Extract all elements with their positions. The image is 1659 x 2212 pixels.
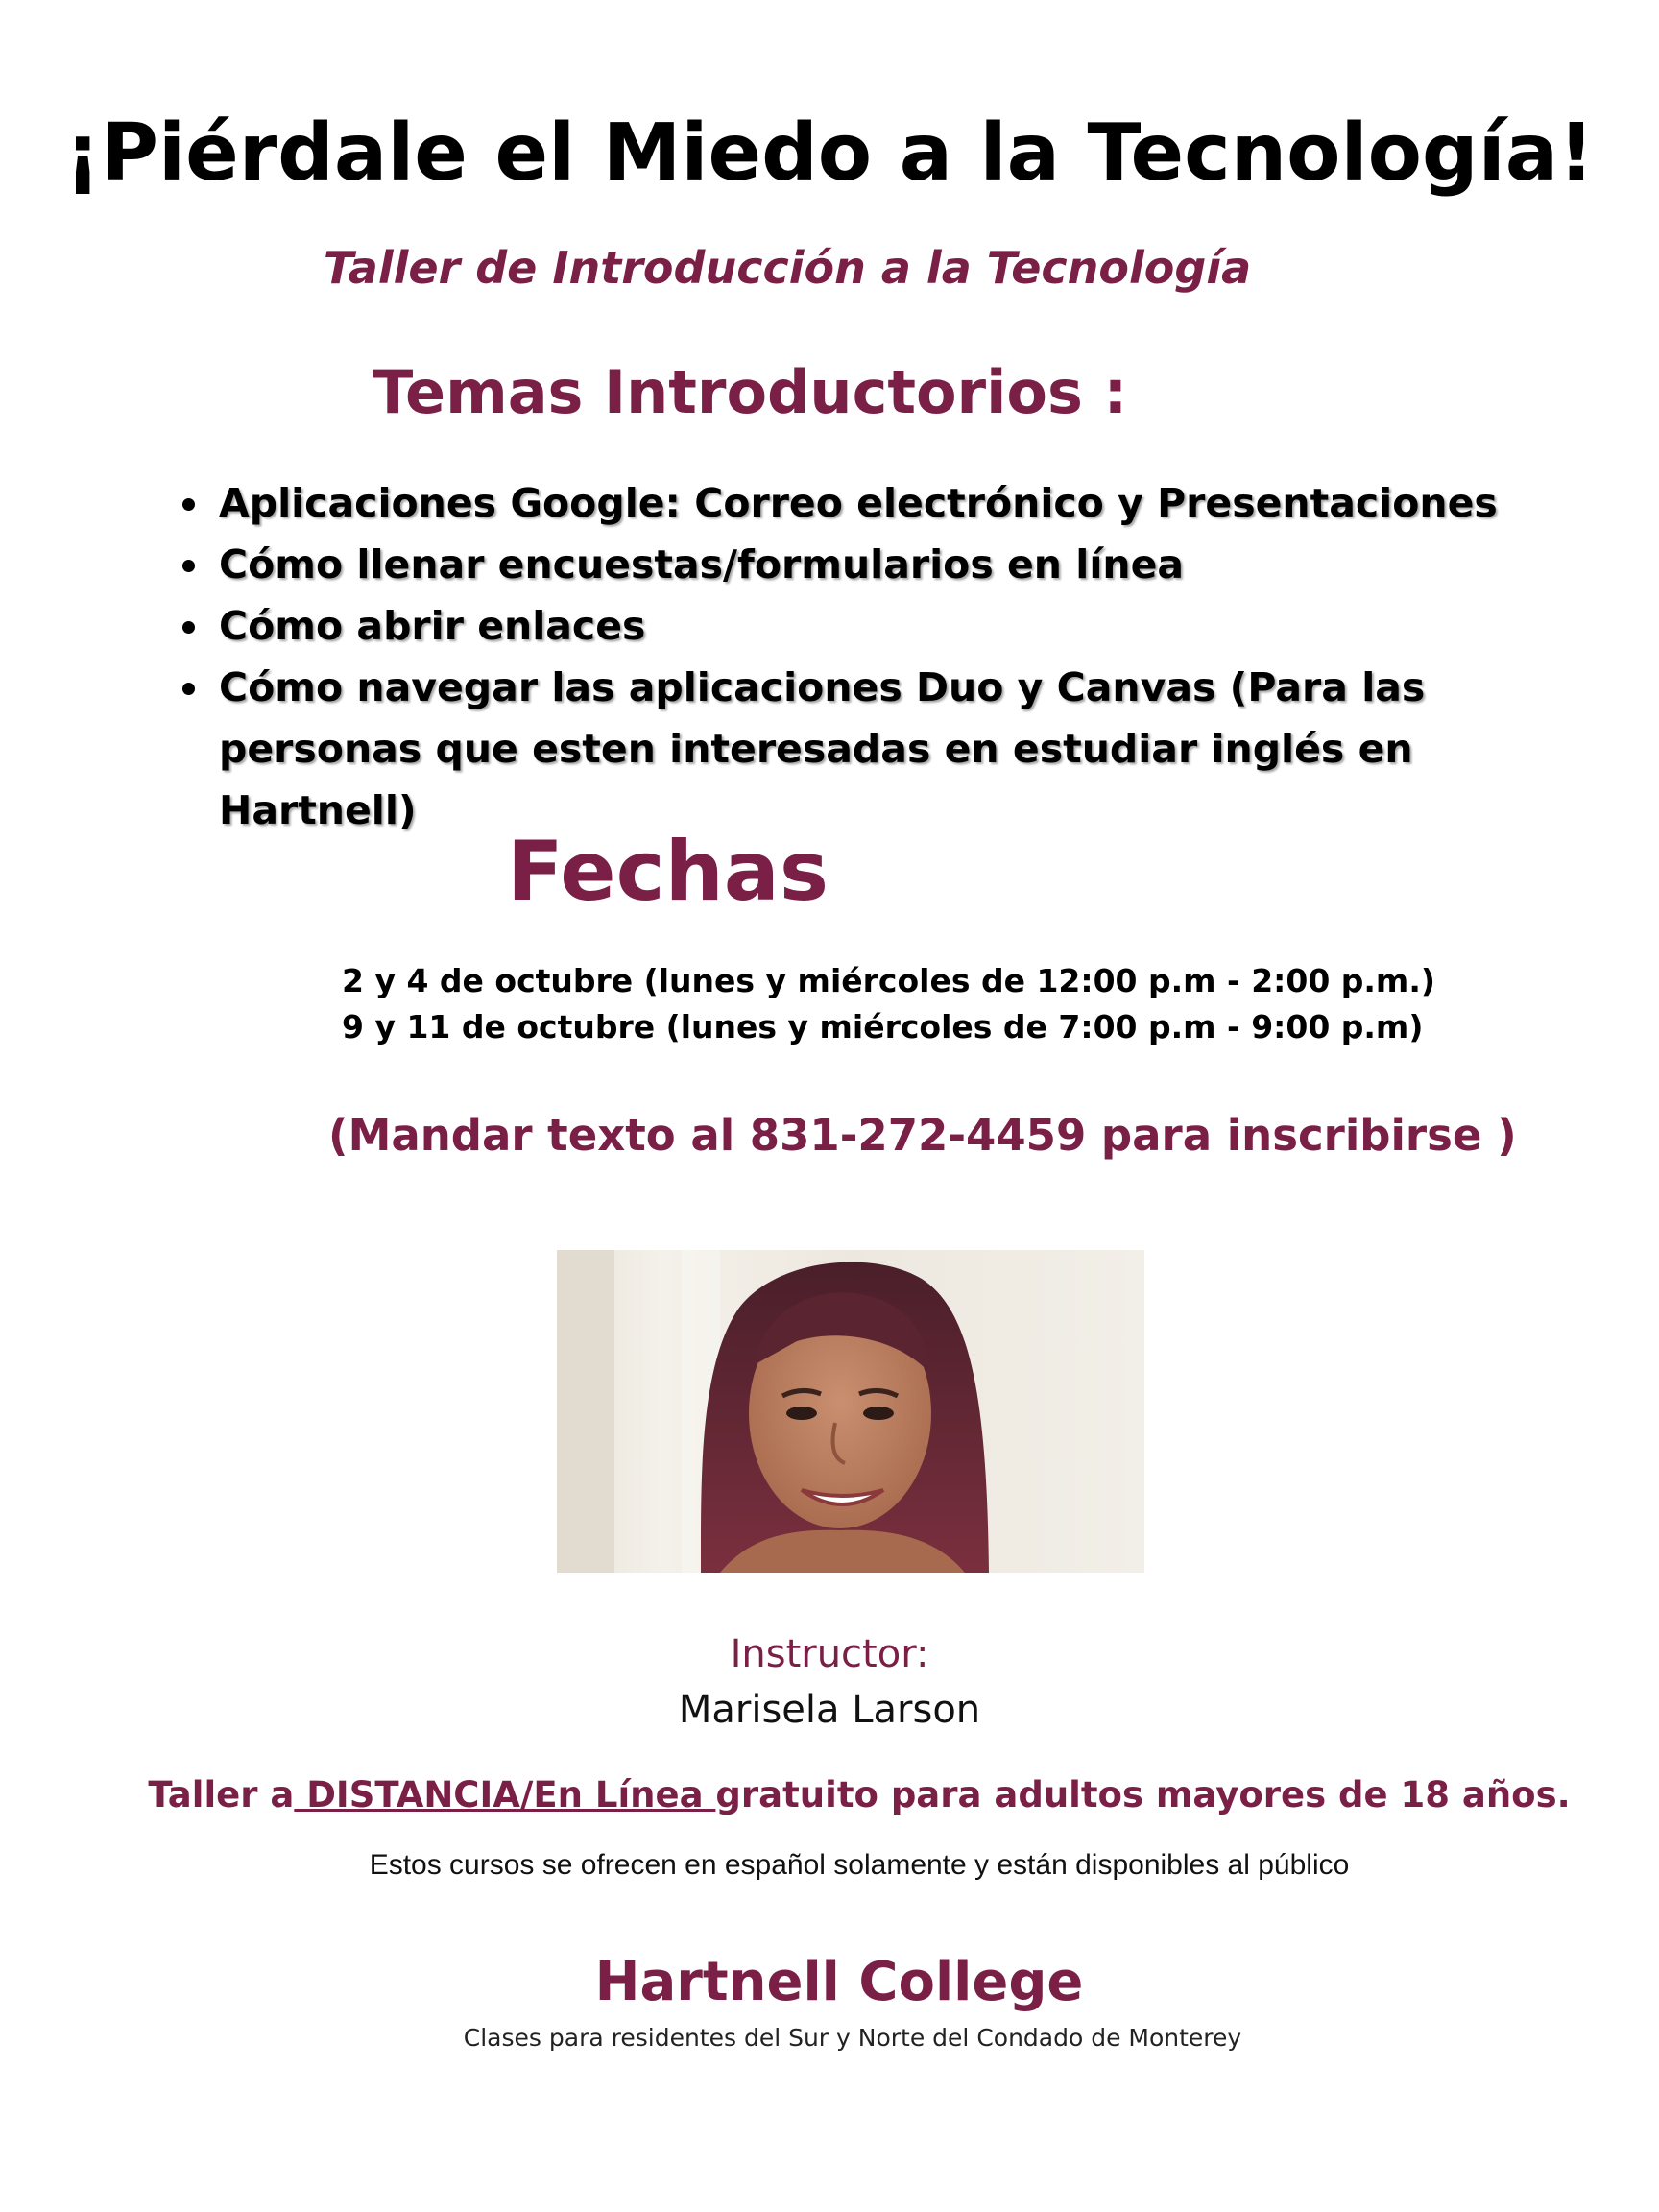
instructor-name: Marisela Larson [678,1688,981,1732]
college-name: Hartnell College [594,1951,1084,2013]
page-subtitle: Taller de Introducción a la Tecnología [323,242,1252,294]
list-item: Cómo llenar encuestas/formularios en línea [179,534,1619,595]
topics-list [179,472,1619,841]
online-workshop-line [0,1774,1659,1815]
dates-heading: Fechas [507,824,830,920]
topics-heading: Temas Introductorios : [373,357,1128,427]
online-prefix: Taller a [148,1774,295,1815]
online-underlined: DISTANCIA/En Línea [294,1774,716,1815]
date-line: 9 y 11 de octubre (lunes y miércoles de 7:00 p.m - 9:00 p.m) [342,1008,1424,1046]
college-tagline: Clases para residentes del Sur y Norte del Condado de Monterey [463,2024,1242,2052]
list-item: Cómo navegar las aplicaciones Duo y Canvas (Para las personas que esten interesadas en estudiar inglés en Hartnell) [179,657,1619,841]
instructor-photo [557,1250,1144,1573]
page-title: ¡Piérdale el Miedo a la Tecnología! [64,108,1595,199]
date-line: 2 y 4 de octubre (lunes y miércoles de 12:00 p.m - 2:00 p.m.) [342,962,1435,999]
registration-text: (Mandar texto al 831-272-4459 para inscribirse ) [328,1110,1517,1161]
list-item: Cómo abrir enlaces [179,595,1619,657]
list-item: Aplicaciones Google: Correo electrónico y Presentaciones [179,472,1619,534]
online-suffix: gratuito para adultos mayores de 18 años. [715,1774,1571,1815]
language-note: Estos cursos se ofrecen en español solamente y están disponibles al público [369,1849,1350,1881]
instructor-label: Instructor: [730,1632,929,1676]
